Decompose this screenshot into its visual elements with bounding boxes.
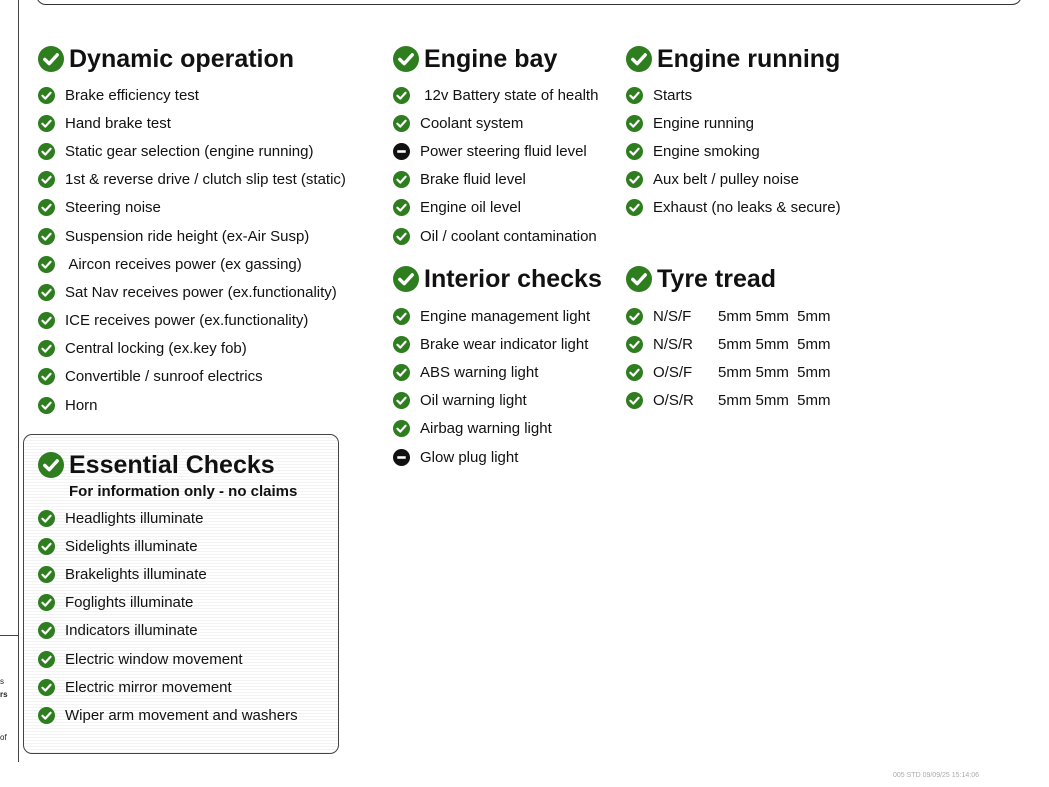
tyre-tread-values: 5mm 5mm 5mm	[718, 335, 831, 353]
checklist-item-label: Engine running	[653, 114, 754, 132]
checklist-item	[393, 358, 602, 386]
check-circle-icon	[38, 622, 55, 639]
check-circle-icon	[626, 115, 643, 132]
check-circle-icon	[38, 312, 55, 329]
section-engine-running	[626, 44, 841, 222]
checklist-item	[393, 137, 598, 165]
check-circle-icon	[38, 538, 55, 555]
check-circle-icon	[393, 308, 410, 325]
checklist-item	[38, 222, 346, 250]
checklist-item-label: 1st & reverse drive / clutch slip test (static)	[65, 171, 346, 189]
checklist-item-label: Horn	[65, 396, 98, 414]
checklist-item-label: Exhaust (no leaks & secure)	[653, 199, 841, 217]
checklist-item-label: ABS warning light	[420, 363, 539, 381]
checklist-item-label: Brake wear indicator light	[420, 335, 589, 353]
check-circle-icon	[38, 171, 55, 188]
checklist-item-label: Indicators illuminate	[65, 622, 198, 640]
checklist-item	[393, 330, 602, 358]
checklist-item	[38, 166, 346, 194]
checklist-item	[38, 363, 346, 391]
section-title: Dynamic operation	[69, 44, 295, 73]
section-interior-checks	[393, 264, 602, 471]
check-circle-icon	[38, 256, 55, 273]
check-circle-icon	[393, 420, 410, 437]
section-title: Essential Checks	[69, 450, 275, 479]
check-circle-icon	[626, 308, 643, 325]
checklist-item-label: Power steering fluid level	[420, 142, 587, 160]
checklist-item-label: Engine smoking	[653, 142, 760, 160]
checklist-item	[38, 617, 298, 645]
checklist-item-label: Convertible / sunroof electrics	[65, 368, 263, 386]
check-circle-icon	[626, 46, 652, 72]
left-margin-rule	[18, 0, 19, 762]
section-title: Engine running	[657, 44, 841, 73]
minus-circle-icon	[393, 449, 410, 466]
check-circle-icon	[38, 199, 55, 216]
checklist-item	[626, 166, 841, 194]
check-circle-icon	[393, 228, 410, 245]
checklist-item	[38, 589, 298, 617]
checklist-item	[38, 335, 346, 363]
left-margin-tick	[0, 635, 18, 636]
check-circle-icon	[38, 228, 55, 245]
check-circle-icon	[393, 87, 410, 104]
checklist-item-label: Headlights illuminate	[65, 509, 204, 527]
section-heading	[393, 44, 598, 74]
check-circle-icon	[393, 199, 410, 216]
checklist-item-label: Wiper arm movement and washers	[65, 706, 298, 724]
checklist-item-label: Static gear selection (engine running)	[65, 142, 314, 160]
check-circle-icon	[38, 452, 64, 478]
checklist-item-label: Aircon receives power (ex gassing)	[65, 255, 302, 273]
checklist-item	[38, 109, 346, 137]
check-circle-icon	[38, 566, 55, 583]
checklist-item-label: Central locking (ex.key fob)	[65, 340, 247, 358]
checklist-item-label: Electric window movement	[65, 650, 243, 668]
section-essential-checks	[38, 450, 298, 730]
checklist-item-label: Starts	[653, 86, 693, 104]
checklist-item-label: 12v Battery state of health	[420, 86, 599, 104]
checklist-item	[393, 166, 598, 194]
checklist-item	[38, 137, 346, 165]
checklist-item	[626, 81, 841, 109]
check-circle-icon	[393, 336, 410, 353]
section-title: Engine bay	[424, 44, 558, 73]
section-engine-bay	[393, 44, 598, 250]
check-circle-icon	[626, 266, 652, 292]
check-circle-icon	[38, 594, 55, 611]
tyre-tread-row	[626, 387, 831, 415]
tyre-position: O/S/R	[653, 392, 694, 410]
section-dynamic-operation	[38, 44, 346, 419]
checklist-item	[38, 673, 298, 701]
check-circle-icon	[38, 46, 64, 72]
checklist-item-label: Brake fluid level	[420, 171, 526, 189]
tyre-tread-values: 5mm 5mm 5mm	[718, 363, 831, 381]
check-circle-icon	[38, 115, 55, 132]
checklist-item	[393, 302, 602, 330]
checklist-item	[38, 81, 346, 109]
checklist-item	[38, 391, 346, 419]
margin-fragment: of	[0, 733, 7, 742]
checklist-item	[393, 387, 602, 415]
checklist-item-label: Suspension ride height (ex-Air Susp)	[65, 227, 310, 245]
margin-fragment: rs	[0, 690, 8, 699]
checklist-item	[393, 194, 598, 222]
check-circle-icon	[393, 392, 410, 409]
check-circle-icon	[393, 115, 410, 132]
checklist-item	[38, 307, 346, 335]
checklist-item-label: Oil / coolant contamination	[420, 227, 597, 245]
checklist-item-label: Aux belt / pulley noise	[653, 171, 799, 189]
minus-circle-icon	[393, 143, 410, 160]
checklist-item-label: Airbag warning light	[420, 420, 552, 438]
checklist-item	[393, 415, 602, 443]
checklist-item-label: Sidelights illuminate	[65, 537, 198, 555]
tyre-tread-row	[626, 330, 831, 358]
info-note: For information only - no claims	[69, 483, 298, 500]
check-circle-icon	[38, 284, 55, 301]
check-circle-icon	[38, 87, 55, 104]
checklist-item	[393, 81, 598, 109]
checklist-item	[393, 222, 598, 250]
check-circle-icon	[626, 364, 643, 381]
checklist-item-label: Brakelights illuminate	[65, 565, 207, 583]
checklist-item-label: Sat Nav receives power (ex.functionality)	[65, 283, 337, 301]
check-circle-icon	[393, 364, 410, 381]
checklist-item	[38, 194, 346, 222]
check-circle-icon	[38, 679, 55, 696]
check-circle-icon	[626, 171, 643, 188]
tyre-tread-values: 5mm 5mm 5mm	[718, 307, 831, 325]
checklist-item	[393, 109, 598, 137]
section-title: Interior checks	[424, 264, 602, 293]
section-heading	[626, 264, 831, 294]
section-heading	[393, 264, 602, 294]
checklist-item-label: Hand brake test	[65, 114, 171, 132]
checklist-item	[38, 532, 298, 560]
section-title: Tyre tread	[657, 264, 777, 293]
check-circle-icon	[626, 199, 643, 216]
checklist-item-label: ICE receives power (ex.functionality)	[65, 312, 309, 330]
section-heading	[38, 450, 298, 480]
checklist-item	[626, 137, 841, 165]
check-circle-icon	[626, 336, 643, 353]
checklist-item	[38, 278, 346, 306]
tyre-tread-row	[626, 358, 831, 386]
tyre-tread-values: 5mm 5mm 5mm	[718, 392, 831, 410]
checklist-item-label: Oil warning light	[420, 392, 527, 410]
check-circle-icon	[38, 143, 55, 160]
checklist-item	[38, 645, 298, 673]
section-heading	[626, 44, 841, 74]
check-circle-icon	[38, 397, 55, 414]
checklist-item-label: Foglights illuminate	[65, 594, 194, 612]
checklist-item-label: Brake efficiency test	[65, 86, 199, 104]
check-circle-icon	[38, 707, 55, 724]
checklist-item-label: Steering noise	[65, 199, 161, 217]
tyre-position: N/S/F	[653, 307, 692, 325]
checklist-item	[393, 443, 602, 471]
check-circle-icon	[626, 392, 643, 409]
check-circle-icon	[626, 87, 643, 104]
tyre-position: O/S/F	[653, 363, 693, 381]
tyre-tread-row	[626, 302, 831, 330]
section-tyre-tread	[626, 264, 831, 415]
checklist-item-label: Electric mirror movement	[65, 678, 232, 696]
check-circle-icon	[38, 510, 55, 527]
checklist-item-label: Coolant system	[420, 114, 524, 132]
check-circle-icon	[38, 340, 55, 357]
section-heading	[38, 44, 346, 74]
checklist-item	[38, 560, 298, 588]
check-circle-icon	[38, 368, 55, 385]
checklist-item	[38, 504, 298, 532]
checklist-item	[626, 194, 841, 222]
checklist-item-label: Glow plug light	[420, 448, 519, 466]
checklist-item-label: Engine management light	[420, 307, 591, 325]
checklist-item	[38, 250, 346, 278]
footer-stamp: 005 STD 09/09/25 15:14:06	[893, 772, 980, 779]
top-frame	[36, 0, 1022, 5]
check-circle-icon	[626, 143, 643, 160]
check-circle-icon	[393, 171, 410, 188]
tyre-position: N/S/R	[653, 335, 694, 353]
check-circle-icon	[38, 651, 55, 668]
margin-fragment: s	[0, 677, 4, 686]
checklist-item-label: Engine oil level	[420, 199, 521, 217]
checklist-item	[38, 701, 298, 729]
checklist-item	[626, 109, 841, 137]
check-circle-icon	[393, 266, 419, 292]
check-circle-icon	[393, 46, 419, 72]
